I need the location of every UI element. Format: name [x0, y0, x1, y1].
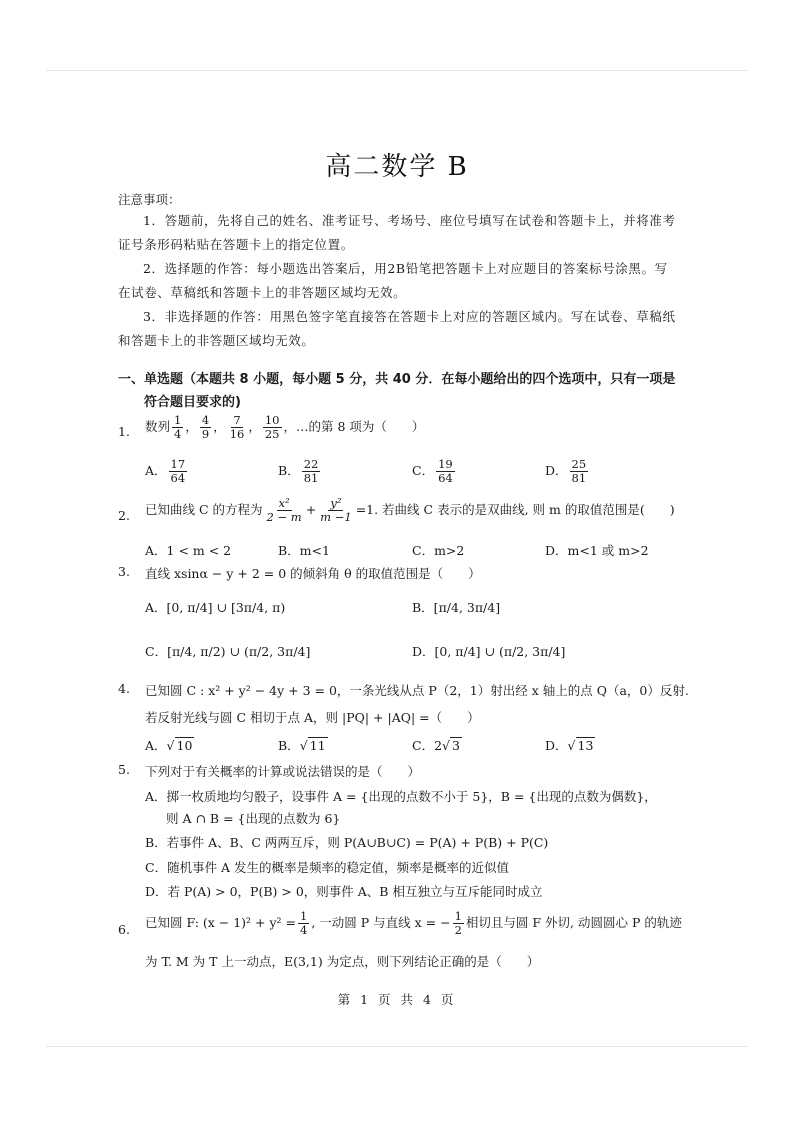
q2-option-d: D．m<1 或 m>2 — [545, 543, 649, 558]
q6-text-3: 相切且与圆 F 外切, 动圆圆心 P 的轨迹 — [465, 915, 682, 930]
q1-option-c: C． $\frac{19}{64}$ — [412, 457, 453, 485]
q5-option-a-line-1: A．掷一枚质地均匀骰子，设事件 A = {出现的点数不小于 5}，B = {出现的点数为偶数}， — [145, 789, 657, 804]
q2-option-c: C．m>2 — [412, 543, 465, 558]
page-title: 高二数学 B — [325, 152, 469, 182]
q4-option-a: A．√ 10 — [145, 738, 193, 753]
page-footer: 第 1 页 共 4 页 — [337, 992, 457, 1007]
q2-fraction-2: $\frac{\text{y²}}{m -1}$ — [320, 496, 352, 524]
q5-number: 5. — [118, 762, 130, 777]
q4-option-c: C．2√ 3 — [412, 738, 460, 753]
q1-option-d: D． $\frac{25}{81}$ — [545, 457, 587, 485]
q6-line-2: 为 T. M 为 T 上一动点，E(3,1) 为定点，则下列结论正确的是（ ） — [145, 954, 540, 969]
q2-text-2: =1. 若曲线 C 表示的是双曲线, 则 m 的取值范围是( ) — [355, 502, 675, 517]
q1-term-3: $\frac{7}{16}$ — [229, 413, 245, 441]
q3-option-b: B．[π/4, 3π/4] — [412, 600, 501, 615]
note-item-2: 2．选择题的作答：每小题选出答案后，用2B铅笔把答题卡上对应题目的答案标号涂黑。写在试卷、草稿纸和答题卡上的非答题区域均无效。 — [118, 261, 668, 300]
q3-option-c: C．[π/4, π/2) ∪ (π/2, 3π/4] — [145, 644, 311, 659]
q1-suffix: ，…的第 8 项为（ ） — [283, 419, 425, 434]
q6-number: 6. — [118, 922, 130, 937]
q4-line-2: 若反射光线与圆 C 相切于点 A，则 |PQ| + |AQ| =（ ） — [145, 710, 480, 725]
q2-option-b: B．m<1 — [278, 543, 330, 558]
q1-prefix: 数列 — [145, 419, 171, 434]
q4-option-d: D．√ 13 — [545, 738, 594, 753]
q1-option-a: A． $\frac{17}{64}$ — [145, 457, 186, 485]
q1-term-4: $\frac{10}{25}$ — [264, 413, 280, 441]
section-heading-line1: 一、单选题（本题共 8 小题，每小题 5 分，共 40 分．在每小题给出的四个选项中，只有一项是 — [118, 372, 676, 387]
q6-line-1 — [145, 910, 682, 937]
q1-number: 1. — [118, 424, 130, 439]
q1-stem: 数列 $\frac{1}{4}$ ， $\frac{4}{9}$ ， $\frac{7}{16}$ ， $\frac{10}{25}$ ，…的第 8 项为（ ） — [145, 413, 425, 441]
bottom-rule — [46, 1046, 748, 1047]
q2-text-1: 已知曲线 C 的方程为 — [145, 502, 263, 517]
q1-option-b: B． $\frac{22}{81}$ — [278, 457, 319, 485]
q1-term-1: $\frac{1}{4}$ — [174, 413, 182, 441]
q5-stem: 下列对于有关概率的计算或说法错误的是（ ） — [145, 764, 421, 779]
section-heading — [118, 368, 688, 414]
q3-stem: 直线 xsinα − y + 2 = 0 的倾斜角 θ 的取值范围是（ ） — [145, 566, 481, 581]
q5-option-d: D．若 P(A) > 0，P(B) > 0，则事件 A、B 相互独立与互斥能同时成立 — [145, 884, 543, 899]
q3-option-d: D．[0, π/4] ∪ (π/2, 3π/4] — [412, 644, 566, 659]
q2-stem: 已知曲线 C 的方程为 $\frac{\text{x²}}{2 - m}$ + $\frac{\text{y²}}{m -1}$ =1. 若曲线 C 表示的是双曲线, 则 m 的取值范围是( ) — [145, 496, 675, 524]
q5-option-b: B．若事件 A、B、C 两两互斥，则 P(A∪B∪C) = P(A) + P(B) + P(C) — [145, 835, 549, 850]
q6-fraction-1: $\frac{1}{4}$ — [300, 909, 308, 937]
q5-option-c: C．随机事件 A 发生的概率是频率的稳定值，频率是概率的近似值 — [145, 860, 510, 875]
q2-fraction-1: $\frac{\text{x²}}{2 - m}$ — [266, 496, 302, 524]
q6-text-2: , 一动圆 P 与直线 x = − — [311, 915, 451, 930]
q4-option-b: B．√ 11 — [278, 738, 326, 753]
section-heading-line2: 符合题目要求的) — [144, 395, 241, 410]
q2-number: 2. — [118, 508, 130, 523]
q6-fraction-2: $\frac{1}{2}$ — [454, 909, 462, 937]
q5-option-a-line-2: 则 A ∩ B = {出现的点数为 6} — [166, 811, 341, 826]
q6-text-1: 已知圆 F: (x − 1)² + y² = — [145, 915, 297, 930]
note-item-1: 1．答题前，先将自己的姓名、准考证号、考场号、座位号填写在试卷和答题卡上，并将准考证号条形码粘贴在答题卡上的指定位置。 — [118, 213, 676, 252]
q1-term-2: $\frac{4}{9}$ — [201, 413, 210, 441]
note-item-3: 3．非选择题的作答：用黑色签字笔直接答在答题卡上对应的答题区域内。写在试卷、草稿纸和答题卡上的非答题区域均无效。 — [118, 309, 676, 348]
q4-line-1: 已知圆 C : x² + y² − 4y + 3 = 0，一条光线从点 P（2，1）射出经 x 轴上的点 Q（a，0）反射. — [145, 683, 689, 698]
notes-heading: 注意事项： — [118, 192, 181, 207]
top-rule — [46, 70, 748, 71]
q3-number: 3. — [118, 564, 130, 579]
q4-number: 4. — [118, 681, 130, 696]
q3-option-a: A．[0, π/4] ∪ [3π/4, π) — [145, 600, 286, 615]
q2-option-a: A．1 < m < 2 — [145, 543, 232, 558]
